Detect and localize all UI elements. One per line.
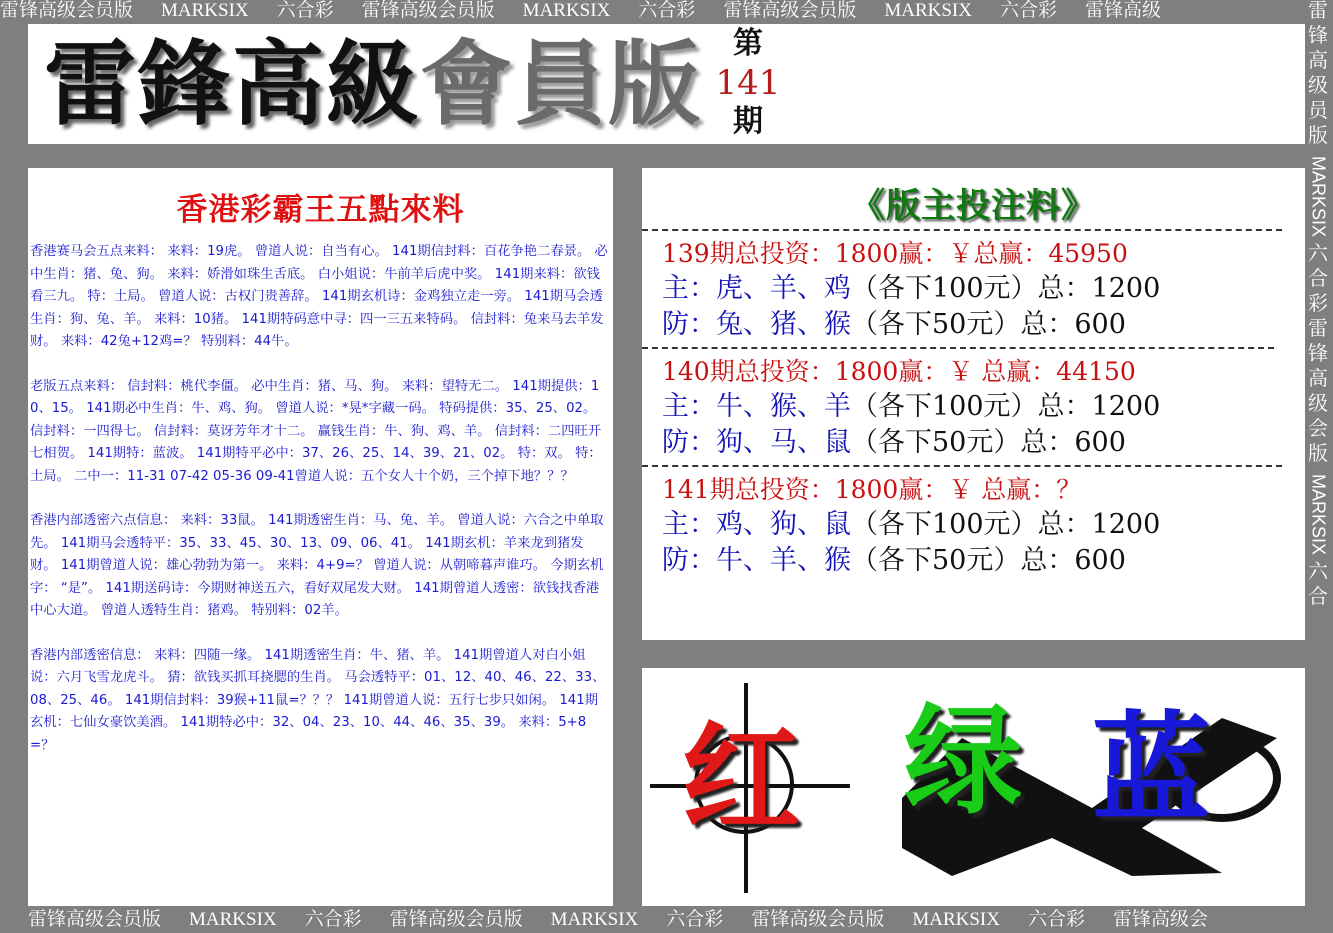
main-note: （各下100元）总：1200 xyxy=(851,391,1161,422)
info-paragraph-1: 香港赛马会五点来料： 来料：19虎。 曾道人说：自当有心。 141期信封料：百花争艳二春景。 必中生肖：猪、兔、狗。 来料：娇滑如珠生舌底。 白小姐说：牛前羊后虎中奖。 141期来料：欲钱看三九。 特：土局。 曾道人说：古权门贵善辞。 141期玄机诗：金鸡独立走一旁。 141期马会透生肖：狗、兔、羊。 来料：10猪。 141期特码意中寻：四一三五来特码。 信封料：兔来马去羊发财。 来料：42兔+12鸡=？ 特别料：44牛。 xyxy=(30,244,608,349)
header-panel xyxy=(28,24,1305,144)
banner-text: MARKSIX xyxy=(161,0,249,21)
main-label: 主： xyxy=(662,509,716,540)
guard-note: （各下50元）总：600 xyxy=(851,309,1126,340)
banner-text: 六合彩 xyxy=(999,0,1057,21)
divider xyxy=(642,229,1282,231)
banner-text: 会 xyxy=(1308,418,1328,441)
bet-entry-141 xyxy=(662,473,1305,579)
issue-prefix: 第 xyxy=(733,26,763,61)
banner-text: 雷 xyxy=(1308,318,1328,341)
bet-entry-140 xyxy=(662,355,1305,461)
banner-text: 六合彩 xyxy=(1027,909,1085,930)
red-wave-char: 红 xyxy=(682,709,801,848)
banner-text: MARKSIX xyxy=(1308,156,1329,238)
info-paragraph-3: 香港内部透密六点信息： 来料：33鼠。 141期透密生肖：马、兔、羊。 曾道人说：六合之中单取先。 141期马会透特平：35、33、45、30、13、09、06、41。 141期玄机：羊来龙到猪发财。 141期曾道人说：雄心勃勃为第一。 来料：4+9=？ 曾道人说：从朝啼暮声谁巧。 今期玄机字： “是”。 141期送码诗：今期财神送五六，看好双尾发大财。 141期曾道人透密：欲钱找香港中心大道。 曾道人透特生肖：猪鸡。 特别料：02羊。 xyxy=(30,513,604,618)
banner-text: 合 xyxy=(1308,268,1328,291)
banner-text: MARKSIX xyxy=(884,0,972,21)
banner-text: 雷锋高级会员版 xyxy=(361,0,495,21)
banner-text: 雷锋高级会员版 xyxy=(0,0,134,21)
banner-text: 员 xyxy=(1308,100,1328,122)
issue-number: 141 xyxy=(715,63,781,103)
bet-guard-line xyxy=(662,425,1305,461)
banner-text: 高 xyxy=(1308,50,1328,72)
banner-text: 版 xyxy=(1308,125,1328,147)
color-wave-panel xyxy=(642,668,1305,906)
divider xyxy=(642,347,1274,349)
banner-text: 锋 xyxy=(1308,343,1328,366)
banner-text: MARKSIX xyxy=(522,0,611,21)
banner-text: 雷锋高级会员版 xyxy=(723,0,857,21)
banner-text: 雷锋高级会 xyxy=(1112,909,1208,930)
divider xyxy=(642,465,1282,467)
banner-text: 六合彩 xyxy=(304,909,362,930)
banner-text: 级 xyxy=(1308,75,1328,97)
banner-text: 六合彩 xyxy=(666,909,724,930)
right-banner-strip xyxy=(1303,0,1333,900)
guard-label: 防： xyxy=(662,545,716,576)
issue-suffix: 期 xyxy=(733,104,763,139)
banner-text: 高 xyxy=(1308,368,1328,391)
blue-wave-char: 蓝 xyxy=(1092,699,1211,838)
bet-entry-139 xyxy=(662,237,1305,343)
main-items: 虎、羊、鸡 xyxy=(716,273,851,304)
main-note: （各下100元）总：1200 xyxy=(851,273,1161,304)
banner-text: 合 xyxy=(1308,586,1328,609)
banner-text: 雷锋高级会员版 xyxy=(751,909,885,930)
guard-label: 防： xyxy=(662,309,716,340)
bet-summary: 141期总投资：1800赢：￥ 总赢：？ xyxy=(662,475,1082,504)
guard-items: 狗、马、鼠 xyxy=(716,427,851,458)
guard-items: 兔、猪、猴 xyxy=(716,309,851,340)
title-dark-part: 雷鋒高級 xyxy=(44,30,421,138)
info-paragraph-4: 香港内部透密信息： 来料：四随一缘。 141期透密生肖：牛、猪、羊。 141期曾道人对白小姐说：六月飞雪龙虎斗。 猜：欲钱买抓耳挠腮的生肖。 马会透特平：01、12、40、46、22、33、08、25、46。 141期信封料：39猴+11鼠=？？？ 141期曾道人说：五行七步只如闲。 141期玄机：七仙女豪饮美酒。 141期特必中：32、04、23、10、44、46、35、39。 来料：5+8=？ xyxy=(30,647,606,753)
main-note: （各下100元）总：1200 xyxy=(851,509,1161,540)
guard-label: 防： xyxy=(662,427,716,458)
betting-panel-title: 《版主投注料》 xyxy=(851,186,1096,226)
bet-guard-line xyxy=(662,307,1305,343)
title-grey-part: 會員版 xyxy=(420,30,703,138)
banner-text: MARKSIX xyxy=(912,909,1000,930)
banner-text: 六 xyxy=(1308,561,1328,584)
bottom-banner-strip xyxy=(28,906,1333,933)
bet-guard-line xyxy=(662,543,1305,579)
banner-text: 雷 xyxy=(1308,0,1328,22)
banner-text: 雷锋高级会员版 xyxy=(28,909,162,930)
main-items: 鸡、狗、鼠 xyxy=(716,509,851,540)
left-panel-title: 香港彩霸王五點來料 xyxy=(176,192,465,228)
banner-text: 六合彩 xyxy=(276,0,334,21)
guard-note: （各下50元）总：600 xyxy=(851,545,1126,576)
bet-main-line xyxy=(662,271,1305,307)
banner-text: 级 xyxy=(1308,393,1328,416)
issue-marker xyxy=(713,26,783,140)
bet-summary: 139期总投资：1800赢：￥总赢：45950 xyxy=(662,239,1128,268)
bet-summary: 140期总投资：1800赢：￥ 总赢：44150 xyxy=(662,357,1136,386)
banner-text: 雷锋高级 xyxy=(1084,0,1161,21)
left-info-panel xyxy=(28,168,613,906)
main-label: 主： xyxy=(662,391,716,422)
banner-text: 版 xyxy=(1308,443,1328,466)
top-banner-strip xyxy=(0,0,1300,22)
banner-text: 雷锋高级会员版 xyxy=(389,909,523,930)
publication-title xyxy=(44,26,702,142)
banner-text: 锋 xyxy=(1308,25,1328,47)
main-label: 主： xyxy=(662,273,716,304)
banner-text: 六合彩 xyxy=(638,0,696,21)
main-items: 牛、猴、羊 xyxy=(716,391,851,422)
banner-text: MARKSIX xyxy=(1308,474,1329,556)
info-paragraph-2: 老版五点来料： 信封料：桃代李僵。 必中生肖：猪、马、狗。 来料：望特无二。 141期提供：10、15。 141期必中生肖：牛、鸡、狗。 曾道人说：*晃*字藏一码。 特码提供：35、25、02。 信封料：一四得七。 信封料：莫讶芳年才十二。 赢钱生肖：牛、狗、鸡、羊。 信封料：二四旺开七相贺。 141期特：蓝波。 141期特平必中：37、26、25、14、39、21、02。 特：双。 特：土局。 二中一：11-31 07-42 05-36 09-41曾道人说：五个女人十个奶，三个掉下地？？？ xyxy=(30,378,602,484)
banner-text: 六 xyxy=(1308,243,1328,266)
green-wave-char: 绿 xyxy=(904,691,1023,830)
banner-text: MARKSIX xyxy=(550,909,639,930)
betting-panel xyxy=(642,168,1305,640)
banner-text: MARKSIX xyxy=(189,909,277,930)
bet-main-line xyxy=(662,507,1305,543)
guard-items: 牛、羊、猴 xyxy=(716,545,851,576)
bet-main-line xyxy=(662,389,1305,425)
banner-text: 彩 xyxy=(1308,293,1328,316)
guard-note: （各下50元）总：600 xyxy=(851,427,1126,458)
